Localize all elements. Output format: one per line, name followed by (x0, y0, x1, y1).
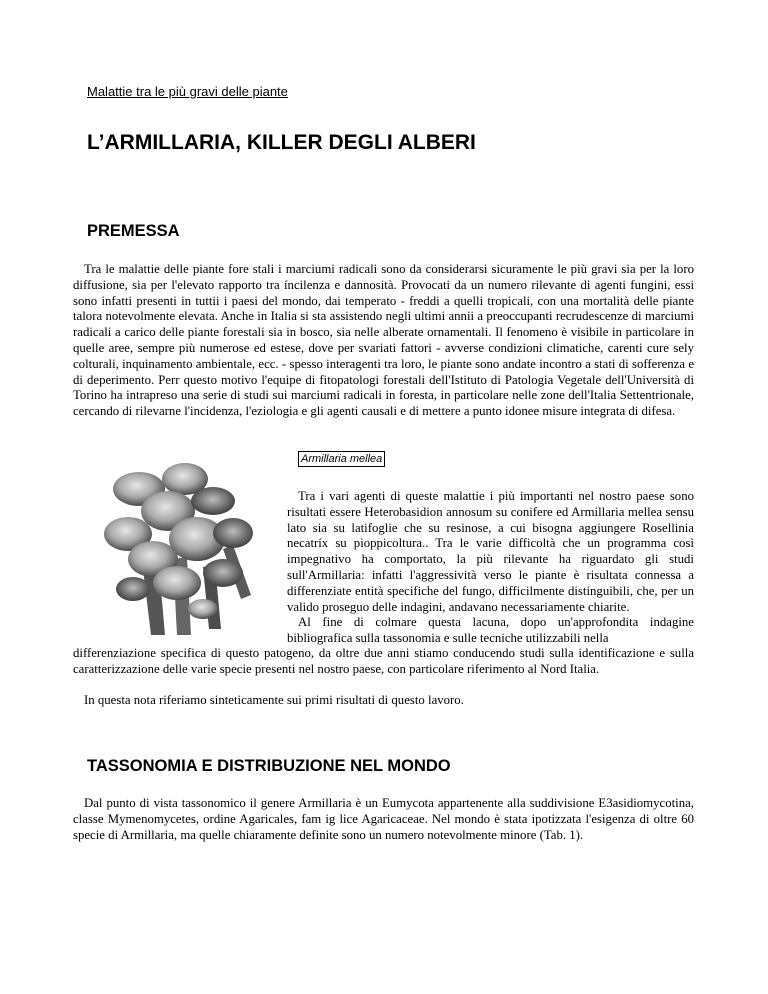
paragraph-tassonomia: Dal punto di vista tassonomico il genere Armillaria è un Eumycota appartenente alla suddivisione E3asidiomycotina, classe Mymenomycetes, ordine Agaricales, fam ig lice Agaricaceae. Nel mondo è stata ipotizzata l'esigenza di oltre 60 specie di Armillaria, ma quelle chiaramente definite sono un numero notevolmente minore (Tab. 1). (73, 796, 694, 842)
paragraph-agenti-side-1: Tra i vari agenti di queste malattie i più importanti nel nostro paese sono risultati essere Heterobasidion annosum su conifere ed Armillaria mellea sensu lato sia su latifoglie che su resinose, a cui bisogna aggiungere Rosellinia necatríx su pioppicoltura.. Tra le varie difficoltà che un programma così impegnativo ha comportato, la più rilevante ha riguardato gli studi sull'Armillaria: infatti l'aggressività verso le piante è risultata connessa a differenziate entità specifiche del fungo, difficilmente distinguibili, che, per un valido proseguo delle indagini, andavano necessariamente chiarite. (287, 489, 694, 614)
paragraph-premessa: Tra le malattie delle piante fore stali i marciumi radicali sono da considerarsi sicuramente le più gravi sia per la loro diffusione, sia per l'elevato rapporto tra íncilenza e dannosità. Provocati da un numero rilevante di agenti fungini, essi sono infatti presenti in tuttii i paesi del mondo, dai temperato - freddi a quelli tropicali, con una mortalità delle piante talora notevolmente elevata. Anche in Italia si sta assistendo negli ultimi annii a preoccupanti recrudescenze di marciumi radicali a carico delle piante forestali sia in bosco, sia nelle alberate ornamentali. Il fenomeno è visibile in particolare in quelle aree, sempre più numerose ed estese, dove per svariati fattori - avverse condizioni climatiche, carenti cure sely colturali, inquinamento ambientale, ecc. - spesso interagenti tra loro, le piante sono andate incontro a stati di sofferenza e di deperimento. Perr questo motivo l'equipe di fitopatologi forestali dell'Istituto di Patologia Vegetale dell'Università di Torino ha intrapreso una serie di studi sui marciumi radicali in foresta, in particolare nelle zone dell'Italia Settentrionale, cercando di rilevarne l'incidenza, l'eziologia e gli agenti causali e di mettere a punto idonee misure integrata di difesa. (73, 262, 694, 419)
paragraph-agenti-side-2: Al fine di colmare questa lacuna, dopo un'approfondita indagine bibliografica sulla tassonomia e sulle tecniche utilizzabili nella (287, 615, 694, 645)
heading-tassonomia: TASSONOMIA E DISTRIBUZIONE NEL MONDO (87, 757, 451, 775)
article-kicker: Malattie tra le più gravi delle piante (87, 84, 288, 99)
paragraph-agenti-full: differenziazione specifica di questo patogeno, da oltre due anni stiamo conducendo studi sulla identificazione e sulla caratterizzazione delle varie specie presenti nel nostro paese, con particolare riferimento al Nord Italia. (73, 646, 694, 676)
heading-premessa: PREMESSA (87, 222, 180, 240)
article-title: L’ARMILLARIA, KILLER DEGLI ALBERI (87, 131, 476, 154)
mushroom-cluster-photo-icon (73, 449, 265, 638)
figure-caption: Armillaria mellea (298, 451, 385, 467)
armillaria-mellea-photo (73, 449, 265, 638)
paragraph-agenti-3: In questa nota riferiamo sinteticamente sui primi risultati di questo lavoro. (84, 693, 464, 707)
